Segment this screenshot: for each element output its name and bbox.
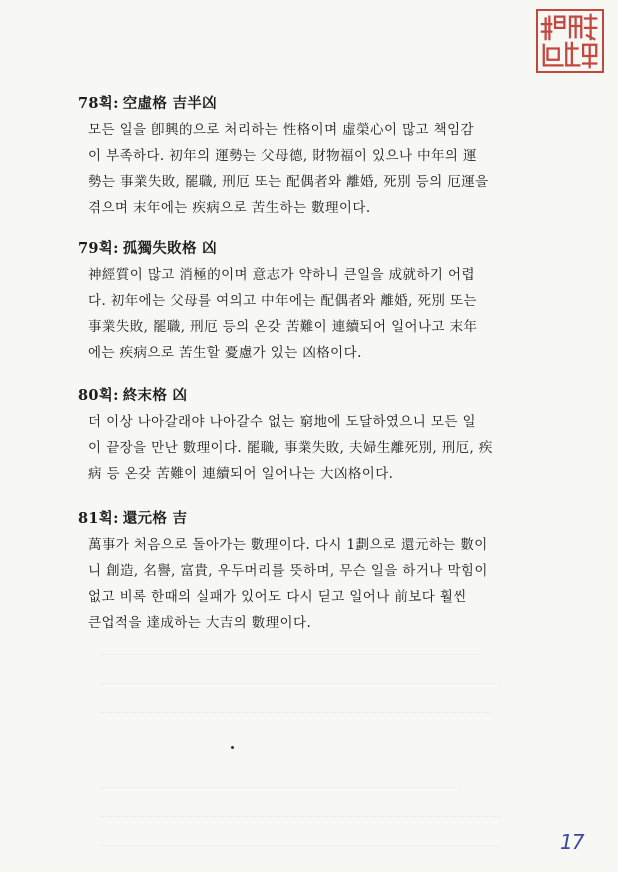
section-title: 孤獨失敗格 凶 [122, 240, 217, 257]
text-line: 勢는 事業失敗, 罷職, 刑厄 또는 配偶者와 離婚, 死別 등의 厄運을 [88, 174, 489, 190]
seal-stamp-icon [536, 9, 604, 73]
section-78 [78, 95, 538, 225]
section-title: 還元格 吉 [122, 510, 188, 527]
text-line: 없고 비록 한때의 실패가 있어도 다시 딛고 일어나 前보다 훨씬 [88, 589, 467, 605]
section-heading [78, 240, 538, 258]
reverse-side-bleed-lower [100, 640, 520, 846]
text-line: 神經質이 많고 消極的이며 意志가 약하니 큰일을 成就하기 어렵 [88, 267, 475, 283]
seal-glyph-icon [538, 11, 602, 71]
stroke-number: 80획: [78, 387, 119, 404]
section-80 [78, 387, 538, 491]
stroke-number: 81획: [78, 510, 119, 527]
text-line: 이 부족하다. 初年의 運勢는 父母德, 財物福이 있으나 中年의 運 [88, 148, 477, 164]
section-79 [78, 240, 538, 370]
section-heading [78, 510, 538, 528]
section-heading [78, 387, 538, 405]
stroke-number: 78획: [78, 95, 119, 112]
text-line: 겪으며 末年에는 疾病으로 苦生하는 數理이다. [88, 200, 371, 216]
text-line: 더 이상 나아갈래야 나아갈수 없는 窮地에 도달하였으니 모든 일 [88, 414, 476, 430]
text-line: 에는 疾病으로 苦生할 憂慮가 있는 凶格이다. [88, 345, 362, 361]
section-heading [78, 95, 538, 113]
text-line: 病 등 온갖 苦難이 連續되어 일어나는 大凶格이다. [88, 466, 394, 482]
text-line: 큰업적을 達成하는 大吉의 數理이다. [88, 615, 312, 631]
stroke-number: 79획: [78, 240, 119, 257]
text-line: 모든 일을 卽興的으로 처리하는 性格이며 虛榮心이 많고 책임감 [88, 122, 474, 138]
handwritten-page-number: 17 [560, 830, 584, 854]
text-line: 다. 初年에는 父母를 여의고 中年에는 配偶者와 離婚, 死別 또는 [88, 293, 477, 309]
text-line: 萬事가 처음으로 돌아가는 數理이다. 다시 1劃으로 還元하는 數이 [88, 537, 488, 553]
section-title: 空虛格 吉半凶 [122, 95, 217, 112]
text-line: 이 끝장을 만난 數理이다. 罷職, 事業失敗, 夫婦生離死別, 刑厄, 疾 [88, 440, 493, 456]
text-line: 事業失敗, 罷職, 刑厄 등의 온갖 苦難이 連續되어 일어나고 末年 [88, 319, 478, 335]
text-line: 니 創造, 名譽, 富貴, 우두머리를 뜻하며, 무슨 일을 하거나 막힘이 [88, 563, 488, 579]
ink-speck [231, 746, 234, 749]
section-title: 終末格 凶 [122, 387, 188, 404]
section-81 [78, 510, 538, 640]
